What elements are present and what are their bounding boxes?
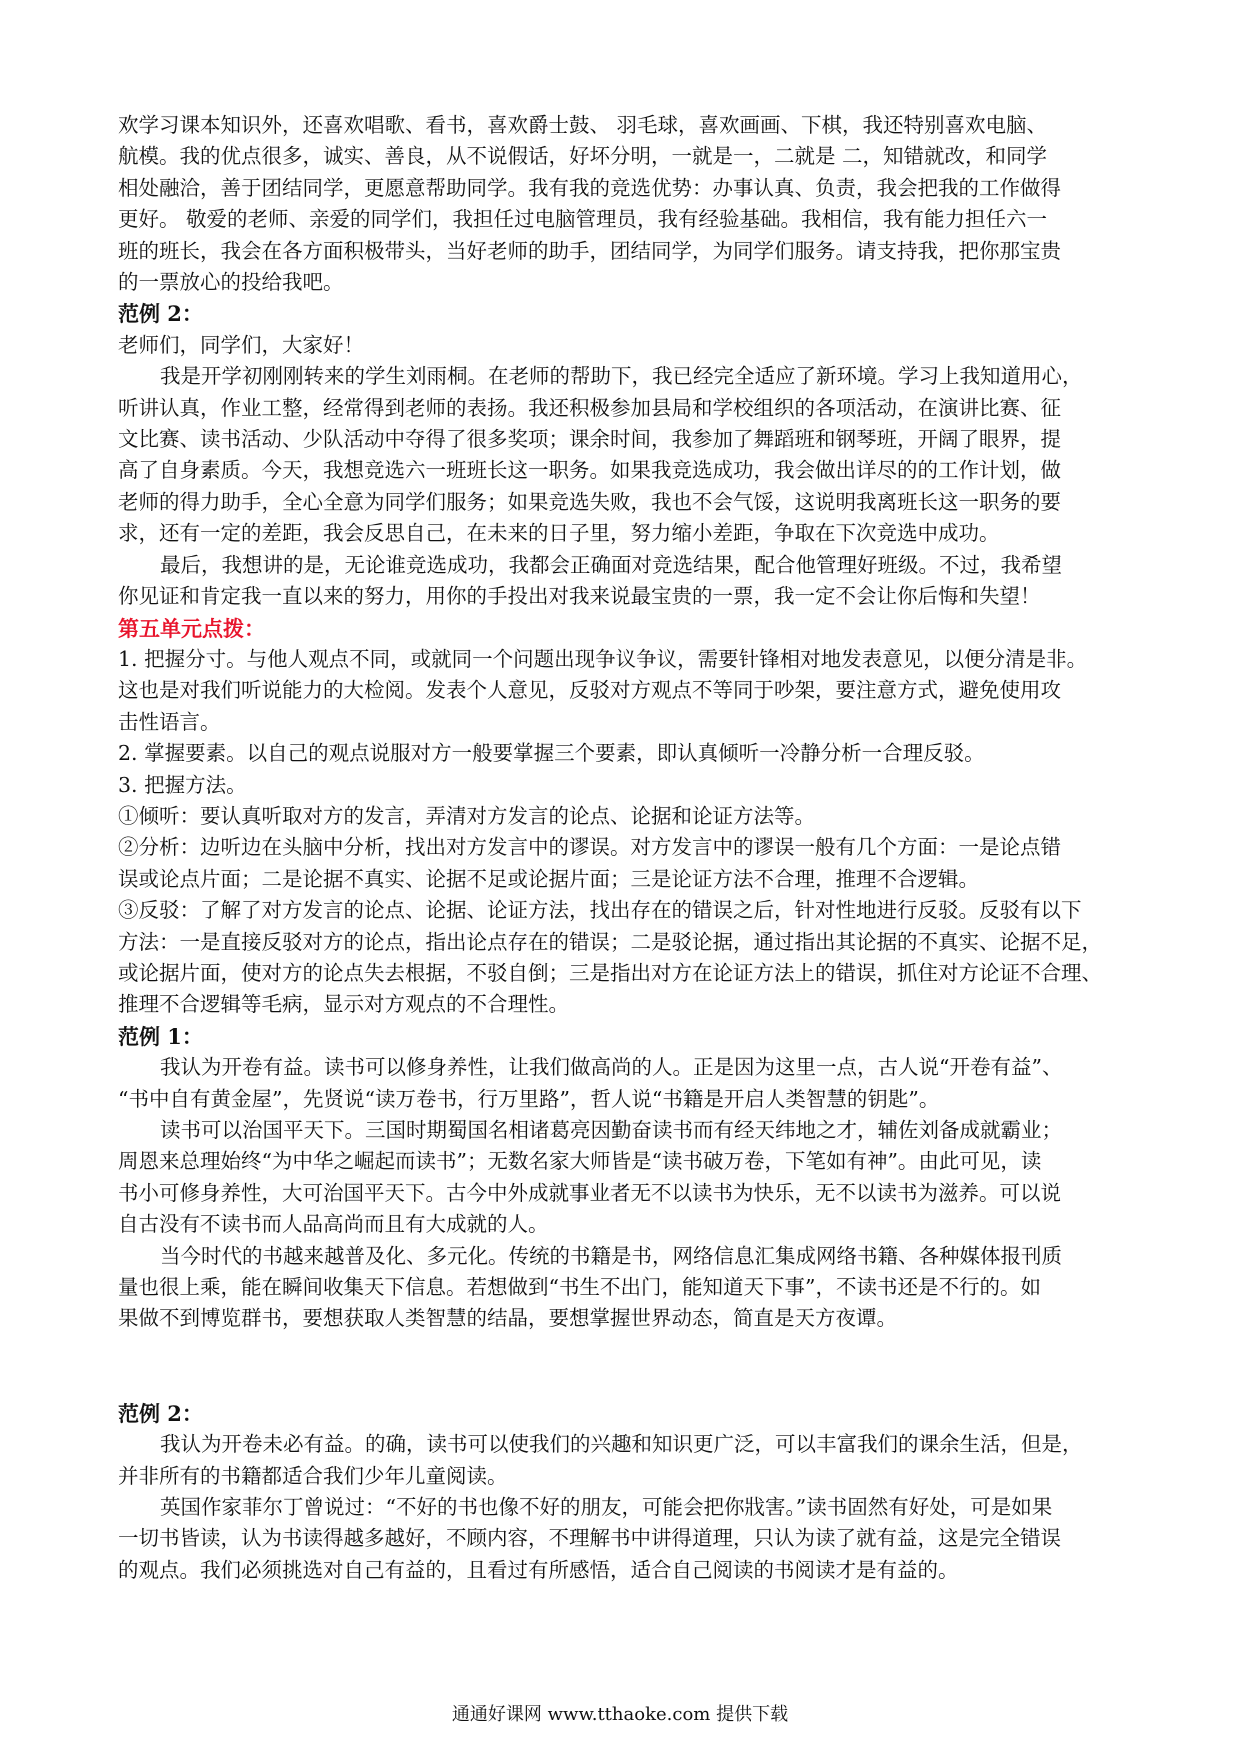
text-line: 方法：一是直接反驳对方的论点，指出论点存在的错误；二是驳论据，通过指出其论据的不真实、论据不足，	[118, 929, 1102, 954]
text-line: 2. 掌握要素。以自己的观点说服对方一般要掌握三个要素，即认真倾听一冷静分析一合理反驳。	[118, 741, 985, 766]
text-line: 的观点。我们必须挑选对自己有益的，且看过有所感悟，适合自己阅读的书阅读才是有益的。	[118, 1557, 959, 1582]
text-line: 高了自身素质。今天，我想竞选六一班班长这一职务。如果我竞选成功，我会做出详尽的的工作计划，做	[118, 458, 1061, 483]
text-line: 这也是对我们听说能力的大检阅。发表个人意见，反驳对方观点不等同于吵架，要注意方式，避免使用攻	[118, 678, 1061, 703]
text-line: ①倾听：要认真听取对方的发言，弄清对方发言的论点、论据和论证方法等。	[118, 803, 815, 828]
text-line: 老师的得力助手，全心全意为同学们服务；如果竞选失败，我也不会气馁，这说明我离班长这一职务的要	[118, 489, 1061, 514]
text-line: 或论据片面，使对方的论点失去根据，不驳自倒；三是指出对方在论证方法上的错误，抓住对方论证不合理、	[118, 960, 1102, 985]
text-line: 1. 把握分寸。与他人观点不同，或就同一个问题出现争议争议，需要针锋相对地发表意见，以便分清是非。	[118, 646, 1088, 671]
text-line: 的一票放心的投给我吧。	[118, 270, 344, 295]
text-line: 书小可修身养性，大可治国平天下。古今中外成就事业者无不以读书为快乐，无不以读书为滋养。可以说	[118, 1180, 1061, 1205]
text-line: 量也很上乘，能在瞬间收集天下信息。若想做到“书生不出门，能知道天下事”，不读书还是不行的。如	[118, 1275, 1041, 1300]
text-line: 班的班长，我会在各方面积极带头，当好老师的助手，团结同学，为同学们服务。请支持我，把你那宝贵	[118, 238, 1061, 263]
text-line: 航模。我的优点很多，诚实、善良，从不说假话，好坏分明，一就是一，二就是 二，知错就改，和同学	[118, 144, 1048, 169]
text-line: 周恩来总理始终“为中华之崛起而读书”；无数名家大师皆是“读书破万卷，下笔如有神”。由此可见，读	[118, 1149, 1042, 1174]
text-line: 误或论点片面；二是论据不真实、论据不足或论据片面；三是论证方法不合理，推理不合逻辑。	[118, 866, 979, 891]
page-footer: 通通好课网 www.tthaoke.com 提供下载	[451, 1704, 789, 1725]
text-line: 老师们，同学们，大家好！	[118, 332, 364, 357]
text-line: 一切书皆读，认为书读得越多越好，不顾内容，不理解书中讲得道理，只认为读了就有益，这是完全错误	[118, 1526, 1061, 1551]
unit-heading: 第五单元点拨：	[118, 615, 265, 641]
text-line: 听讲认真，作业工整，经常得到老师的表扬。我还积极参加县局和学校组织的各项活动，在演讲比赛、征	[118, 395, 1061, 420]
paragraph-first-line: 英国作家菲尔丁曾说过：“不好的书也像不好的朋友，可能会把你戕害。”读书固然有好处，可是如果	[160, 1495, 1053, 1520]
text-line: ③反驳：了解了对方发言的论点、论据、论证方法，找出存在的错误之后，针对性地进行反驳。反驳有以下	[118, 898, 1082, 923]
text-line: 推理不合逻辑等毛病，显示对方观点的不合理性。	[118, 992, 569, 1017]
document-body	[118, 110, 1124, 1586]
section-heading: 范例 1：	[118, 1023, 203, 1049]
paragraph-first-line: 当今时代的书越来越普及化、多元化。传统的书籍是书，网络信息汇集成网络书籍、各种媒体报刊质	[160, 1243, 1062, 1268]
section-heading: 范例 2：	[118, 1400, 203, 1426]
section-heading: 范例 2：	[118, 301, 203, 327]
paragraph-first-line: 我认为开卷有益。读书可以修身养性，让我们做高尚的人。正是因为这里一点，古人说“开卷有益”、	[160, 1055, 1063, 1080]
text-line: “书中自有黄金屋”，先贤说“读万卷书，行万里路”，哲人说“书籍是开启人类智慧的钥匙”。	[118, 1086, 940, 1111]
text-line: 求，还有一定的差距，我会反思自己，在未来的日子里，努力缩小差距，争取在下次竞选中成功。	[118, 521, 1000, 546]
text-line: 欢学习课本知识外，还喜欢唱歌、看书，喜欢爵士鼓、 羽毛球，喜欢画画、下棋，我还特别喜欢电脑、	[118, 113, 1048, 137]
text-line: ②分析：边听边在头脑中分析，找出对方发言中的谬误。对方发言中的谬误一般有几个方面：一是论点错	[118, 835, 1061, 860]
text-line: 并非所有的书籍都适合我们少年儿童阅读。	[118, 1463, 508, 1488]
text-line: 果做不到博览群书，要想获取人类智慧的结晶，要想掌握世界动态，简直是天方夜谭。	[118, 1306, 897, 1331]
text-line: 自古没有不读书而人品高尚而且有大成就的人。	[118, 1212, 549, 1237]
text-line: 你见证和肯定我一直以来的努力，用你的手投出对我来说最宝贵的一票，我一定不会让你后悔和失望！	[118, 584, 1041, 609]
paragraph-first-line: 我是开学初刚刚转来的学生刘雨桐。在老师的帮助下，我已经完全适应了新环境。学习上我知道用心，	[160, 364, 1083, 389]
text-line: 3. 把握方法。	[118, 772, 247, 797]
text-line: 击性语言。	[118, 709, 221, 734]
text-line: 相处融洽，善于团结同学，更愿意帮助同学。我有我的竞选优势：办事认真、负责，我会把我的工作做得	[118, 175, 1061, 200]
paragraph-first-line: 读书可以治国平天下。三国时期蜀国名相诸葛亮因勤奋读书而有经天纬地之才，辅佐刘备成就霸业；	[160, 1118, 1062, 1142]
blank-line	[118, 1351, 1124, 1382]
paragraph-first-line: 最后，我想讲的是，无论谁竞选成功，我都会正确面对竞选结果，配合他管理好班级。不过，我希望	[160, 552, 1062, 577]
paragraph-first-line: 我认为开卷未必有益。的确，读书可以使我们的兴趣和知识更广泛，可以丰富我们的课余生活，但是，	[160, 1432, 1083, 1457]
text-line: 文比赛、读书活动、少队活动中夺得了很多奖项；课余时间，我参加了舞蹈班和钢琴班，开阔了眼界，提	[118, 427, 1061, 452]
text-line: 更好。 敬爱的老师、亲爱的同学们，我担任过电脑管理员，我有经验基础。我相信，我有能力担任六一	[118, 207, 1048, 232]
